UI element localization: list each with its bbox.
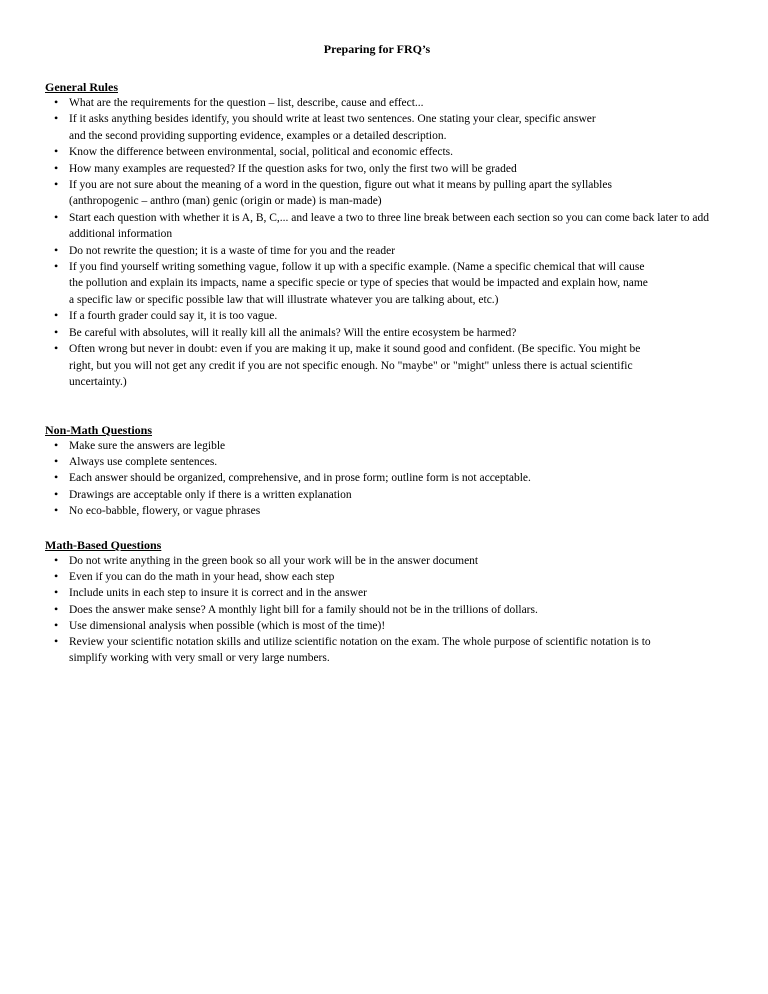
list-item	[45, 487, 745, 503]
bullet-icon: •	[54, 341, 59, 356]
bullet-icon: •	[54, 259, 59, 274]
list-item	[45, 161, 745, 177]
list-item	[45, 259, 651, 308]
bullet-icon: •	[54, 634, 59, 649]
bullet-icon: •	[54, 209, 59, 224]
list-item-text: Include units in each step to insure it is correct and in the answer	[69, 587, 367, 600]
bullet-icon: •	[54, 242, 59, 257]
bullet-icon: •	[54, 144, 59, 159]
list-item	[45, 618, 745, 634]
list-item-text: No eco-babble, flowery, or vague phrases	[69, 504, 261, 517]
list-item	[45, 602, 745, 618]
bullet-icon: •	[54, 308, 59, 323]
list-item-text: Always use complete sentences.	[69, 456, 218, 469]
bullet-icon: •	[54, 324, 59, 339]
list-item-text: Make sure the answers are legible	[69, 440, 226, 452]
list-item	[45, 210, 739, 243]
list-item	[45, 341, 665, 390]
list-item-text: Even if you can do the math in your head, show each step	[69, 571, 335, 584]
bullet-list	[45, 95, 745, 390]
page-title: Preparing for FRQ’s	[323, 42, 431, 56]
list-item	[45, 569, 745, 585]
list-item	[45, 503, 745, 519]
bullet-icon: •	[54, 486, 59, 501]
list-item-text: What are the requirements for the question – list, describe, cause and effect...	[69, 97, 424, 109]
bullet-icon: •	[54, 95, 59, 109]
list-item-text: Use dimensional analysis when possible (which is most of the time)!	[69, 619, 386, 632]
section-heading: Math-Based Questions	[45, 538, 162, 552]
bullet-icon: •	[54, 553, 59, 567]
list-item-text: Know the difference between environmental, social, political and economic effects.	[69, 146, 454, 159]
bullet-icon: •	[54, 160, 59, 175]
list-item	[45, 308, 745, 324]
list-item	[45, 325, 745, 341]
bullet-icon: •	[54, 569, 59, 584]
list-item-text: Do not rewrite the question; it is a waste of time for you and the reader	[69, 244, 396, 257]
list-item	[45, 243, 745, 259]
list-item	[45, 553, 745, 569]
section-heading: Non-Math Questions	[45, 423, 153, 437]
list-item	[45, 144, 745, 160]
list-item	[45, 95, 745, 111]
list-item-text: Review your scientific notation skills and utilize scientific notation on the exam. The whole purpose of scientific notation is to simplify working with very small or very large numbers.	[69, 636, 651, 665]
list-item-text: Each answer should be organized, comprehensive, and in prose form; outline form is not acceptable.	[69, 472, 531, 485]
list-item-text: Often wrong but never in doubt: even if you are making it up, make it sound good and confident. (Be specific. You might be right, but you will not get any credit if you are not specific enough. No "maybe" or "might" unless there is actual scientific uncertainty.)	[69, 343, 641, 388]
bullet-icon: •	[54, 177, 59, 192]
list-item-text: Drawings are acceptable only if there is a written explanation	[69, 488, 352, 501]
list-item	[45, 585, 745, 601]
section-general-rules	[45, 80, 745, 390]
list-item	[45, 634, 669, 666]
list-item	[45, 438, 745, 454]
bullet-icon: •	[54, 601, 59, 616]
bullet-icon: •	[54, 111, 59, 126]
section-non-math-questions	[45, 423, 745, 519]
bullet-list	[45, 438, 745, 519]
list-item	[45, 470, 745, 486]
list-item-text: If you find yourself writing something vague, follow it up with a specific example. (Name a specific chemical that will cause the pollution and explain its impacts, name a specific specie or type of species that would be impacted and explain how, name a specific law or specific possible law that will illustrate whatever you are talking about, etc.)	[69, 261, 648, 306]
section-math-based-questions	[45, 538, 745, 666]
bullet-icon: •	[54, 502, 59, 517]
list-item	[45, 111, 609, 144]
section-heading: General Rules	[45, 80, 118, 94]
list-item	[45, 454, 745, 470]
bullet-icon: •	[54, 454, 59, 469]
list-item	[45, 177, 669, 210]
list-item-text: Do not write anything in the green book so all your work will be in the answer document	[69, 555, 479, 567]
list-item-text: Be careful with absolutes, will it really kill all the animals? Will the entire ecosystem be harmed?	[69, 326, 517, 339]
list-item-text: If you are not sure about the meaning of a word in the question, figure out what it means by pulling apart the syllables (anthropogenic – anthro (man) genic (origin or made) is man-made)	[69, 179, 612, 208]
bullet-icon: •	[54, 585, 59, 600]
bullet-icon: •	[54, 617, 59, 632]
bullet-icon: •	[54, 438, 59, 452]
bullet-icon: •	[54, 470, 59, 485]
list-item-text: If it asks anything besides identify, you should write at least two sentences. One stating your clear, specific answer and the second providing supporting evidence, examples or a detailed description.	[69, 113, 596, 142]
list-item-text: How many examples are requested? If the question asks for two, only the first two will be graded	[69, 162, 517, 175]
bullet-list	[45, 553, 745, 666]
list-item-text: If a fourth grader could say it, it is too vague.	[69, 310, 278, 323]
list-item-text: Does the answer make sense? A monthly light bill for a family should not be in the trillions of dollars.	[69, 603, 538, 616]
list-item-text: Start each question with whether it is A, B, C,... and leave a two to three line break between each section so you can come back later to add additional information	[69, 211, 709, 241]
